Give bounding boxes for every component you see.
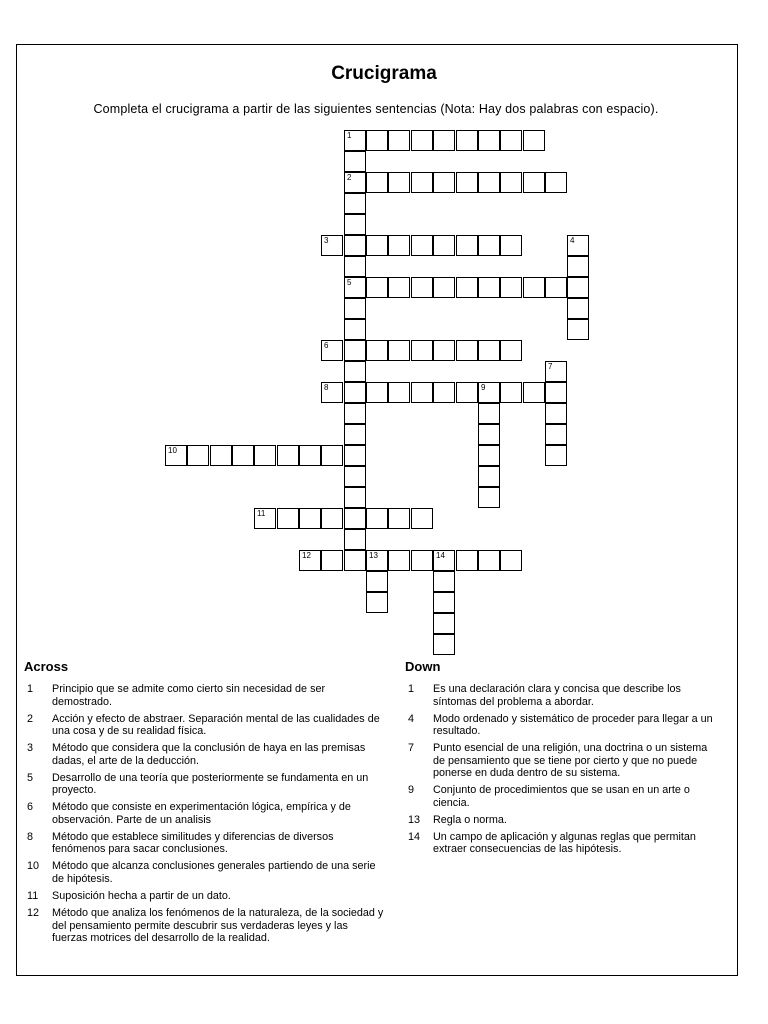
clue-number: 8 bbox=[324, 383, 329, 392]
clue-number: 4 bbox=[570, 236, 575, 245]
crossword-cell[interactable] bbox=[433, 592, 455, 613]
crossword-cell[interactable] bbox=[456, 130, 478, 151]
clue-number: 10 bbox=[168, 446, 177, 455]
clue-text: Método que consiste en experimentación lógica, empírica y de observación. Parte de un analisis bbox=[52, 801, 351, 826]
clue-text: Regla o norma. bbox=[433, 813, 507, 826]
crossword-cell[interactable] bbox=[433, 382, 455, 403]
clue-text: Suposición hecha a partir de un dato. bbox=[52, 890, 231, 903]
crossword-cell[interactable] bbox=[411, 508, 433, 529]
crossword-cell[interactable] bbox=[433, 130, 455, 151]
clue-number: 10 bbox=[27, 860, 40, 873]
crossword-cell[interactable] bbox=[277, 445, 299, 466]
crossword-cell[interactable] bbox=[478, 340, 500, 361]
across-clue bbox=[25, 683, 385, 708]
crossword-cell[interactable] bbox=[523, 172, 545, 193]
clue-text: Método que considera que la conclusión de haya en las premisas dadas, el arte de la deducción. bbox=[52, 742, 366, 767]
clue-text: Método que alcanza conclusiones generales partiendo de una serie de hipótesis. bbox=[52, 860, 376, 886]
clue-number: 6 bbox=[27, 801, 34, 814]
crossword-cell[interactable] bbox=[456, 382, 478, 403]
down-clue bbox=[406, 784, 718, 809]
crossword-cell[interactable] bbox=[388, 235, 410, 256]
crossword-cell[interactable] bbox=[344, 256, 366, 277]
clue-text: Acción y efecto de abstraer. Separación mental de las cualidades de una cosa y de su realidad física. bbox=[52, 712, 380, 738]
instructions: Completa el crucigrama a partir de las siguientes sentencias (Nota: Hay dos palabras con espacio). bbox=[93, 102, 659, 116]
across-clue bbox=[25, 801, 385, 826]
clue-number: 9 bbox=[408, 784, 415, 797]
clue-number: 1 bbox=[27, 683, 34, 695]
crossword-cell[interactable] bbox=[456, 277, 478, 298]
across-clue bbox=[25, 713, 385, 738]
crossword-cell[interactable] bbox=[366, 172, 388, 193]
crossword-cell[interactable] bbox=[388, 277, 410, 298]
crossword-cell[interactable] bbox=[545, 382, 567, 403]
across-clue-list bbox=[25, 683, 385, 949]
clue-text: Desarrollo de una teoría que posteriormente se fundamenta en un proyecto. bbox=[52, 771, 369, 797]
crossword-cell[interactable] bbox=[567, 235, 589, 256]
crossword-cell[interactable] bbox=[478, 487, 500, 508]
crossword-cell[interactable] bbox=[500, 382, 522, 403]
crossword-cell[interactable] bbox=[433, 340, 455, 361]
across-heading: Across bbox=[24, 659, 69, 674]
clue-number: 1 bbox=[408, 683, 415, 695]
crossword-cell[interactable] bbox=[500, 340, 522, 361]
crossword-cell[interactable] bbox=[545, 403, 567, 424]
crossword-cell[interactable] bbox=[254, 445, 276, 466]
crossword-cell[interactable] bbox=[344, 193, 366, 214]
crossword-cell[interactable] bbox=[411, 235, 433, 256]
crossword-cell[interactable] bbox=[523, 382, 545, 403]
crossword-cell[interactable] bbox=[344, 424, 366, 445]
crossword-cell[interactable] bbox=[366, 571, 388, 592]
clue-number: 2 bbox=[347, 173, 352, 182]
crossword-cell[interactable] bbox=[388, 382, 410, 403]
crossword-cell[interactable] bbox=[277, 508, 299, 529]
down-clue bbox=[406, 683, 718, 708]
clue-number: 11 bbox=[27, 890, 39, 903]
crossword-cell[interactable] bbox=[366, 235, 388, 256]
clue-number: 13 bbox=[408, 813, 421, 826]
clue-number: 2 bbox=[27, 712, 34, 725]
crossword-cell[interactable] bbox=[388, 172, 410, 193]
crossword-cell[interactable] bbox=[344, 529, 366, 550]
clue-number: 12 bbox=[27, 907, 40, 920]
crossword-cell[interactable] bbox=[344, 172, 366, 193]
crossword-cell[interactable] bbox=[478, 445, 500, 466]
crossword-cell[interactable] bbox=[478, 235, 500, 256]
crossword-cell[interactable] bbox=[433, 550, 455, 571]
crossword-cell[interactable] bbox=[388, 508, 410, 529]
crossword-cell[interactable] bbox=[478, 172, 500, 193]
clue-number: 4 bbox=[408, 712, 415, 725]
clue-number: 5 bbox=[347, 278, 352, 287]
crossword-cell[interactable] bbox=[321, 508, 343, 529]
crossword-cell[interactable] bbox=[411, 130, 433, 151]
crossword-cell[interactable] bbox=[500, 130, 522, 151]
crossword-cell[interactable] bbox=[411, 277, 433, 298]
crossword-cell[interactable] bbox=[478, 466, 500, 487]
clue-text: Conjunto de procedimientos que se usan en un arte o ciencia. bbox=[433, 784, 690, 809]
crossword-cell[interactable] bbox=[567, 256, 589, 277]
crossword-cell[interactable] bbox=[478, 277, 500, 298]
crossword-cell[interactable] bbox=[344, 466, 366, 487]
page-title: Crucigrama bbox=[331, 63, 437, 84]
crossword-cell[interactable] bbox=[545, 172, 567, 193]
across-clue bbox=[25, 907, 385, 945]
crossword-cell[interactable] bbox=[344, 508, 366, 529]
down-clue-list bbox=[406, 683, 718, 860]
crossword-cell[interactable] bbox=[321, 382, 343, 403]
crossword-cell[interactable] bbox=[478, 403, 500, 424]
crossword-cell[interactable] bbox=[411, 340, 433, 361]
crossword-cell[interactable] bbox=[165, 445, 187, 466]
crossword-cell[interactable] bbox=[433, 613, 455, 634]
down-clue bbox=[406, 831, 718, 856]
crossword-cell[interactable] bbox=[344, 445, 366, 466]
crossword-cell[interactable] bbox=[411, 172, 433, 193]
crossword-cell[interactable] bbox=[344, 130, 366, 151]
crossword-cell[interactable] bbox=[254, 508, 276, 529]
clue-text: Principio que se admite como cierto sin necesidad de ser demostrado. bbox=[52, 683, 326, 708]
crossword-cell[interactable] bbox=[344, 235, 366, 256]
crossword-cell[interactable] bbox=[344, 403, 366, 424]
crossword-cell[interactable] bbox=[388, 340, 410, 361]
across-clue bbox=[25, 772, 385, 797]
crossword-cell[interactable] bbox=[210, 445, 232, 466]
crossword-cell[interactable] bbox=[299, 508, 321, 529]
crossword-cell[interactable] bbox=[321, 550, 343, 571]
crossword-cell[interactable] bbox=[433, 571, 455, 592]
crossword-cell[interactable] bbox=[344, 382, 366, 403]
down-heading: Down bbox=[405, 659, 441, 674]
down-clue bbox=[406, 713, 718, 738]
clue-number: 1 bbox=[347, 131, 352, 140]
crossword-cell[interactable] bbox=[411, 550, 433, 571]
crossword-cell[interactable] bbox=[344, 340, 366, 361]
crossword-cell[interactable] bbox=[344, 361, 366, 382]
crossword-cell[interactable] bbox=[478, 130, 500, 151]
clue-number: 9 bbox=[481, 383, 486, 392]
clue-text: Modo ordenado y sistemático de proceder para llegar a un resultado. bbox=[433, 712, 713, 738]
clue-number: 13 bbox=[369, 551, 378, 560]
crossword-cell[interactable] bbox=[545, 445, 567, 466]
clue-text: Un campo de aplicación y algunas reglas que permitan extraer consecuencias de las hipótesis. bbox=[433, 830, 696, 856]
crossword-cell[interactable] bbox=[523, 130, 545, 151]
crossword-cell[interactable] bbox=[456, 172, 478, 193]
crossword-cell[interactable] bbox=[366, 508, 388, 529]
crossword-cell[interactable] bbox=[299, 550, 321, 571]
clue-number: 8 bbox=[27, 830, 34, 843]
crossword-cell[interactable] bbox=[366, 130, 388, 151]
crossword-cell[interactable] bbox=[433, 634, 455, 655]
crossword-cell[interactable] bbox=[456, 235, 478, 256]
crossword-cell[interactable] bbox=[299, 445, 321, 466]
clue-number: 7 bbox=[408, 742, 415, 755]
crossword-cell[interactable] bbox=[433, 277, 455, 298]
down-clue bbox=[406, 742, 718, 780]
clue-number: 5 bbox=[27, 771, 34, 784]
crossword-cell[interactable] bbox=[478, 424, 500, 445]
crossword-cell[interactable] bbox=[478, 382, 500, 403]
clue-number: 3 bbox=[27, 742, 34, 755]
crossword-cell[interactable] bbox=[344, 298, 366, 319]
clue-number: 12 bbox=[302, 551, 311, 560]
clue-number: 11 bbox=[257, 509, 266, 518]
crossword-cell[interactable] bbox=[321, 340, 343, 361]
across-clue bbox=[25, 831, 385, 856]
crossword-cell[interactable] bbox=[411, 382, 433, 403]
crossword-cell[interactable] bbox=[567, 298, 589, 319]
crossword-cell[interactable] bbox=[478, 550, 500, 571]
clue-text: Método que establece similitudes y diferencias de diversos fenómenos para sacar conclusiones. bbox=[52, 830, 334, 856]
crossword-cell[interactable] bbox=[187, 445, 209, 466]
clue-number: 14 bbox=[408, 830, 421, 843]
clue-number: 7 bbox=[548, 362, 553, 371]
crossword-cell[interactable] bbox=[523, 277, 545, 298]
crossword-cell[interactable] bbox=[344, 214, 366, 235]
crossword-cell[interactable] bbox=[344, 487, 366, 508]
crossword-cell[interactable] bbox=[500, 235, 522, 256]
clue-number: 3 bbox=[324, 236, 329, 245]
crossword-cell[interactable] bbox=[567, 277, 589, 298]
crossword-cell[interactable] bbox=[366, 382, 388, 403]
crossword-cell[interactable] bbox=[456, 340, 478, 361]
down-clue bbox=[406, 814, 718, 827]
clue-text: Método que analiza los fenómenos de la naturaleza, de la sociedad y del pensamiento permite descubrir sus verdaderas leyes y las fuerzas motrices del desarrollo de la realidad. bbox=[52, 907, 384, 945]
crossword-cell[interactable] bbox=[433, 172, 455, 193]
crossword-cell[interactable] bbox=[344, 151, 366, 172]
crossword-cell[interactable] bbox=[545, 424, 567, 445]
clue-text: Es una declaración clara y concisa que describe los síntomas del problema a abordar. bbox=[433, 683, 681, 708]
across-clue bbox=[25, 742, 385, 767]
crossword-cell[interactable] bbox=[344, 319, 366, 340]
crossword-cell[interactable] bbox=[366, 277, 388, 298]
crossword-cell[interactable] bbox=[344, 277, 366, 298]
crossword-cell[interactable] bbox=[388, 550, 410, 571]
crossword-cell[interactable] bbox=[366, 592, 388, 613]
across-clue bbox=[25, 860, 385, 885]
crossword-cell[interactable] bbox=[567, 319, 589, 340]
across-clue bbox=[25, 890, 385, 903]
crossword-cell[interactable] bbox=[433, 235, 455, 256]
crossword-cell[interactable] bbox=[366, 340, 388, 361]
clue-number: 6 bbox=[324, 341, 329, 350]
crossword-cell[interactable] bbox=[344, 550, 366, 571]
crossword-cell[interactable] bbox=[321, 235, 343, 256]
crossword-cell[interactable] bbox=[366, 550, 388, 571]
crossword-cell[interactable] bbox=[500, 550, 522, 571]
crossword-cell[interactable] bbox=[545, 361, 567, 382]
crossword-cell[interactable] bbox=[388, 130, 410, 151]
crossword-cell[interactable] bbox=[545, 277, 567, 298]
crossword-cell[interactable] bbox=[500, 277, 522, 298]
clue-text: Punto esencial de una religión, una doctrina o un sistema de pensamiento que se tiene por cierto y que no puede ponerse en duda dentro de su sistema. bbox=[433, 742, 708, 780]
clue-number: 14 bbox=[436, 551, 445, 560]
crossword-cell[interactable] bbox=[456, 550, 478, 571]
crossword-cell[interactable] bbox=[321, 445, 343, 466]
crossword-cell[interactable] bbox=[500, 172, 522, 193]
crossword-cell[interactable] bbox=[232, 445, 254, 466]
